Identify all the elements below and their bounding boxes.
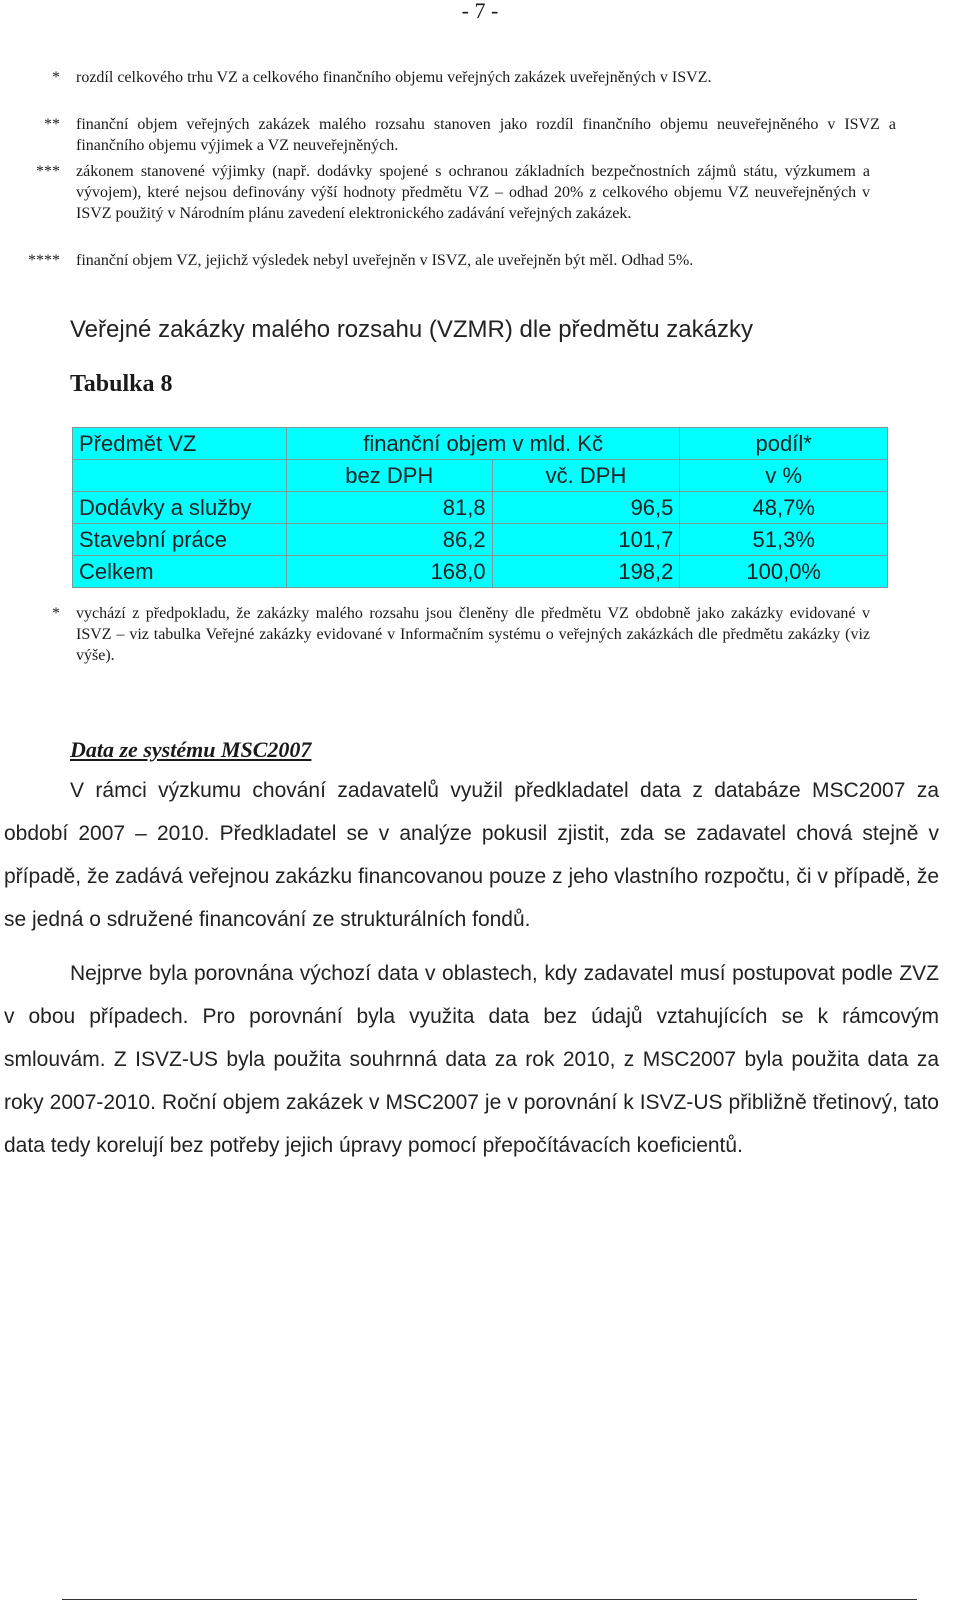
cell-without-vat: 81,8 xyxy=(286,492,492,524)
section-title: Data ze systému MSC2007 xyxy=(70,737,312,762)
header-subject: Předmět VZ xyxy=(73,428,287,460)
data-table xyxy=(72,427,888,588)
header-volume: finanční objem v mld. Kč xyxy=(286,428,680,460)
header-without-vat: bez DPH xyxy=(286,460,492,492)
cell-share: 51,3% xyxy=(680,524,888,556)
cell-share: 100,0% xyxy=(680,556,888,588)
cell-subject: Stavební práce xyxy=(73,524,287,556)
footnote xyxy=(0,67,960,88)
footer-rule xyxy=(62,1599,917,1600)
footnote-text: vychází z předpokladu, že zakázky malého rozsahu jsou členěny dle předmětu VZ obdobně jako zakázky evidované v ISVZ – viz tabulka Veřejné zakázky evidované v Informačním systému o veřejných zakázkách dle předmětu zakázky (viz výše). xyxy=(76,605,870,664)
paragraph-text: V rámci výzkumu chování zadavatelů využil předkladatel data z databáze MSC2007 za období 2007 – 2010. Předkladatel se v analýze pokusil zjistit, zda se zadavatel chová stejně v případě, že zadává veřejnou zakázku financovanou pouze z jeho vlastního rozpočtu, či v případě, že se jedná o sdružené financování ze strukturálních fondů. xyxy=(4,779,939,931)
page-number: - 7 - xyxy=(461,0,499,23)
cell-subject: Celkem xyxy=(73,556,287,588)
table-footnote xyxy=(0,603,960,666)
header-share: podíl* xyxy=(680,428,888,460)
cell-share: 48,7% xyxy=(680,492,888,524)
table-row xyxy=(73,556,888,588)
footnote-text: rozdíl celkového trhu VZ a celkového finančního objemu veřejných zakázek uveřejněných v ISVZ. xyxy=(76,69,712,86)
footnote-text: finanční objem veřejných zakázek malého rozsahu stanoven jako rozdíl finančního objemu neuveřejněného v ISVZ a finančního objemu výjimek a VZ neuveřejněných. xyxy=(76,116,896,154)
table-header-row xyxy=(73,460,888,492)
footnote-mark: **** xyxy=(28,252,60,269)
header-subject-blank xyxy=(73,460,287,492)
table-header-row xyxy=(73,428,888,460)
table-label: Tabulka 8 xyxy=(70,371,173,397)
table-row xyxy=(73,524,888,556)
table-title: Veřejné zakázky malého rozsahu (VZMR) dle předmětu zakázky xyxy=(70,316,753,343)
cell-with-vat: 101,7 xyxy=(492,524,680,556)
paragraph xyxy=(4,952,939,1167)
cell-without-vat: 86,2 xyxy=(286,524,492,556)
paragraph-text: Nejprve byla porovnána výchozí data v oblastech, kdy zadavatel musí postupovat podle ZVZ v obou případech. Pro porovnání byla využita data bez údajů vztahujících se k rámcovým smlouvám. Z ISVZ-US byla použita souhrnná data za rok 2010, z MSC2007 byla použita data za roky 2007-2010. Roční objem zakázek v MSC2007 je v porovnání k ISVZ-US přibližně třetinový, tato data tedy korelují bez potřeby jejich úpravy pomocí přepočítávacích koeficientů. xyxy=(4,962,939,1157)
footnote-mark: * xyxy=(52,69,60,86)
footnote-text: zákonem stanovené výjimky (např. dodávky spojené s ochranou základních bezpečnostních zájmů státu, výzkumem a vývojem), které nejsou definovány výší hodnoty předmětu VZ – odhad 20% z celkového objemu VZ neuveřejněných v ISVZ použitý v Národním plánu zavedení elektronického zadávání veřejných zakázek. xyxy=(76,163,870,222)
table-row xyxy=(73,492,888,524)
cell-with-vat: 96,5 xyxy=(492,492,680,524)
footnote xyxy=(0,114,960,156)
header-with-vat: vč. DPH xyxy=(492,460,680,492)
cell-with-vat: 198,2 xyxy=(492,556,680,588)
paragraph xyxy=(4,769,939,941)
footnote-text: finanční objem VZ, jejichž výsledek nebyl uveřejněn v ISVZ, ale uveřejněn být měl. Odhad 5%. xyxy=(76,252,694,269)
cell-without-vat: 168,0 xyxy=(286,556,492,588)
footnote xyxy=(0,250,960,271)
footnote-mark: * xyxy=(52,605,60,622)
footnote-mark: *** xyxy=(36,163,60,180)
header-share-unit: v % xyxy=(680,460,888,492)
footnote-mark: ** xyxy=(44,116,60,133)
cell-subject: Dodávky a služby xyxy=(73,492,287,524)
footnote xyxy=(0,161,960,245)
